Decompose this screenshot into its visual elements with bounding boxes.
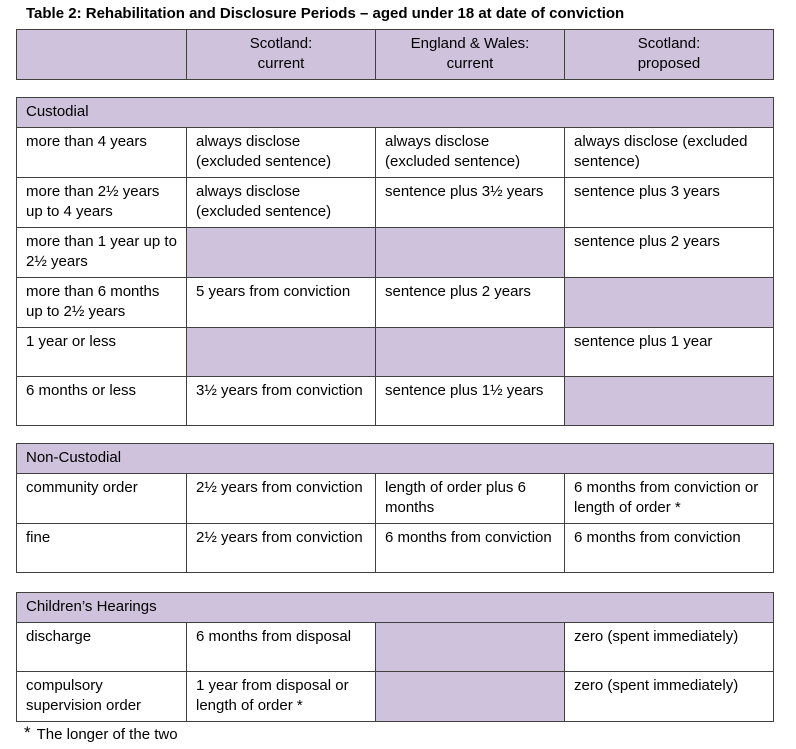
table-row [17, 128, 774, 178]
row-label-cell: 6 months or less [17, 377, 187, 426]
row-label-cell: community order [17, 474, 187, 524]
footnote-text: The longer of the two [36, 726, 178, 743]
table-cell: always disclose (excluded sentence) [376, 128, 565, 178]
custodial-table [16, 97, 774, 426]
table-cell: 2½ years from conviction [187, 474, 376, 524]
table-row [17, 178, 774, 228]
table-cell: length of order plus 6 months [376, 474, 565, 524]
row-label-cell: more than 6 months up to 2½ years [17, 278, 187, 328]
table-cell [187, 228, 376, 278]
table-title: Table 2: Rehabilitation and Disclosure Periods – aged under 18 at date of conviction [26, 5, 625, 22]
table-cell: zero (spent immediately) [565, 672, 774, 722]
childrens-hearings-table [16, 592, 774, 722]
row-label-cell: more than 4 years [17, 128, 187, 178]
footnote-marker: * [24, 723, 31, 742]
table-cell [565, 278, 774, 328]
table-cell: sentence plus 2 years [565, 228, 774, 278]
table-cell [376, 328, 565, 377]
table-cell: 5 years from conviction [187, 278, 376, 328]
table-cell [376, 228, 565, 278]
section-header-row [17, 98, 774, 128]
table-row [17, 228, 774, 278]
row-label-cell: more than 2½ years up to 4 years [17, 178, 187, 228]
header-line: current [257, 55, 305, 72]
table-row [17, 524, 774, 573]
table-cell: always disclose (excluded sentence) [187, 178, 376, 228]
non-custodial-table [16, 443, 774, 573]
header-line: current [446, 55, 494, 72]
table-cell: zero (spent immediately) [565, 623, 774, 672]
table-cell: 2½ years from conviction [187, 524, 376, 573]
section-header-row [17, 444, 774, 474]
table-cell: sentence plus 3½ years [376, 178, 565, 228]
header-line: Scotland: [637, 35, 701, 52]
header-line: Scotland: [249, 35, 313, 52]
table-cell: 6 months from conviction [565, 524, 774, 573]
header-england-wales-current [376, 30, 565, 80]
row-label-cell: more than 1 year up to 2½ years [17, 228, 187, 278]
table-row [17, 377, 774, 426]
table-cell: sentence plus 1 year [565, 328, 774, 377]
table-cell [187, 328, 376, 377]
table-cell: always disclose (excluded sentence) [187, 128, 376, 178]
header-line: proposed [637, 55, 701, 72]
table-cell [376, 623, 565, 672]
table-row [17, 278, 774, 328]
table-row [17, 474, 774, 524]
table-cell: sentence plus 3 years [565, 178, 774, 228]
table-cell: 6 months from conviction [376, 524, 565, 573]
table-row [17, 328, 774, 377]
section-label: Non-Custodial [17, 444, 774, 474]
table-row [17, 623, 774, 672]
table-cell: always disclose (excluded sentence) [565, 128, 774, 178]
row-label-cell: fine [17, 524, 187, 573]
table-cell [565, 377, 774, 426]
row-label-cell: compulsory supervision order [17, 672, 187, 722]
column-header-table [16, 29, 774, 80]
row-label-cell: 1 year or less [17, 328, 187, 377]
table-row [17, 672, 774, 722]
table-cell: 1 year from disposal or length of order * [187, 672, 376, 722]
table-cell: 6 months from conviction or length of order * [565, 474, 774, 524]
table-cell [376, 672, 565, 722]
row-label-cell: discharge [17, 623, 187, 672]
section-label: Custodial [17, 98, 774, 128]
section-label: Children’s Hearings [17, 593, 774, 623]
header-scotland-current [187, 30, 376, 80]
footnote [24, 723, 178, 743]
header-blank-cell [17, 30, 187, 80]
table-cell: sentence plus 1½ years [376, 377, 565, 426]
table-cell: 3½ years from conviction [187, 377, 376, 426]
section-header-row [17, 593, 774, 623]
table-cell: sentence plus 2 years [376, 278, 565, 328]
table-cell: 6 months from disposal [187, 623, 376, 672]
header-scotland-proposed [565, 30, 774, 80]
header-line: England & Wales: [410, 35, 530, 52]
